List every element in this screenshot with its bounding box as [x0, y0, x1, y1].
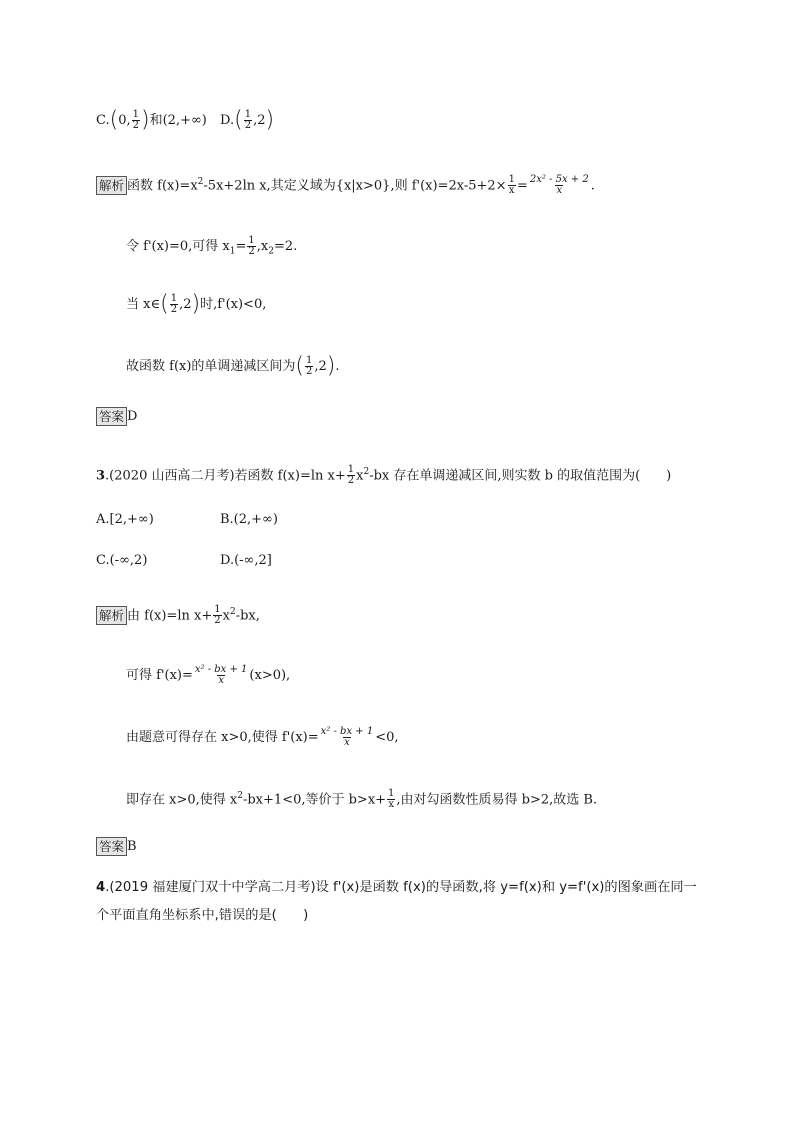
- sol-text: =2.: [273, 239, 298, 254]
- fraction-half: $\frac{1}{2}$: [170, 293, 178, 315]
- question-number: 3: [96, 468, 106, 484]
- derivative-fraction: $\frac{\text{2x² - 5x + 2}}{x}$: [529, 174, 589, 197]
- answer-value: D: [127, 409, 138, 424]
- answer-value: B: [127, 839, 137, 854]
- option-b-q3: B.(2,+∞): [220, 512, 278, 527]
- fraction-half: $\frac{1}{2}$: [347, 464, 355, 487]
- sol-text: ,x: [256, 239, 269, 254]
- sol-text: -bx,: [235, 608, 260, 624]
- question-number: 4: [96, 880, 106, 895]
- question-4-line2: [96, 906, 308, 926]
- solution-q3-line2: [126, 665, 290, 686]
- derivative-fraction: $\frac{\text{x² - bx + 1}}{x}$: [320, 726, 374, 748]
- fraction-half: $\frac{1}{2}$: [306, 355, 313, 377]
- option-a-q3: A.[2,+∞): [96, 512, 154, 527]
- derivative-fraction: $\frac{\text{x² - bx + 1}}{x}$: [194, 664, 248, 686]
- question-text: -bx 存在单调递减区间,则实数 b 的取值范围为( ): [369, 468, 672, 484]
- option-d-q3: D.(-∞,2]: [220, 553, 272, 568]
- solution-q3-line4: 即存在 x>0,使得 $x^2-bx+1<0$,等价于 b>x+ $\frac{1}{x}$ ,由对勾函数性质易得 b>2,故选 B.: [126, 788, 598, 811]
- fraction-one-over-x: $\frac{1}{x}$: [508, 174, 515, 197]
- sol-text: 即存在 x>0,使得 x: [126, 792, 238, 808]
- option-c-q3: C.(-∞,2): [96, 553, 148, 568]
- question-4-line1: [96, 878, 697, 898]
- sol-text: 函数 f(x)=x: [127, 178, 198, 194]
- interval-start: 0: [118, 113, 127, 128]
- fraction-half: $\frac{1}{2}$: [244, 109, 252, 131]
- solution-q3-line3: [126, 727, 398, 748]
- answer-q2: [96, 407, 137, 427]
- answer-tag: 答案: [96, 837, 127, 856]
- option-label: C.: [96, 113, 110, 128]
- option-c-q2: C.(0, $\frac{1}{2}$ )和(2,+∞): [96, 107, 207, 133]
- option-d-q2: D.( $\frac{1}{2}$ ,2): [220, 107, 275, 133]
- sol-text: -5x+2ln x,其定义域为{x|x>0},则 f'(x)=2x-5+2×: [203, 178, 507, 194]
- question-3: 3.(2020 山西高二月考)若函数 f(x)=ln x+ $\frac{1}{2}$ $x^2-bx$ 存在单调递减区间,则实数 b 的取值范围为( ): [96, 464, 672, 487]
- sol-text: 由题意可得存在 x>0,使得 f'(x)=: [126, 730, 319, 745]
- analysis-tag: 解析: [96, 176, 127, 195]
- sol-text: ,由对勾函数性质易得 b>2,故选 B.: [396, 792, 598, 808]
- sol-text: 故函数 f(x)的单调递减区间为: [126, 359, 296, 374]
- solution-q2-line1: 解析 函数 $f(x)=x^2-5x+2\ln$ x,其定义域为{x|x>0},则 f'(x)=2x-5+2× $\frac{1}{x}$ = $\frac{\text{2x² - 5x + 2}}{x}$ .: [96, 172, 595, 196]
- solution-q2-line2: 令 f'(x)=0,可得 $x_1=$ $\frac{1}{2}$ $,x_2=2$.: [126, 235, 298, 257]
- fraction-half: $\frac{1}{2}$: [248, 235, 255, 257]
- sol-text: 令 f'(x)=0,可得 x: [126, 239, 230, 254]
- solution-q2-line3: 当 x∈( $\frac{1}{2}$ ,2)时,f'(x)<0,: [126, 291, 267, 317]
- sol-text: x: [222, 608, 230, 624]
- option-c-text: 和(2,+∞): [149, 113, 207, 128]
- sol-text: 由 f(x)=ln x+: [127, 608, 213, 624]
- option-label: D.: [220, 113, 235, 128]
- sol-text: 可得 f'(x)=: [126, 668, 193, 683]
- solution-q3-line1: 解析 由 f(x)=ln x+ $\frac{1}{2}$ $x^2-bx$,: [96, 602, 260, 626]
- analysis-tag: 解析: [96, 606, 127, 625]
- equals: =: [516, 178, 528, 194]
- question-text: 个平面直角坐标系中,错误的是( ): [96, 908, 309, 923]
- answer-q3: [96, 837, 137, 857]
- sol-text: .: [335, 359, 340, 374]
- solution-q2-line4: 故函数 f(x)的单调递减区间为( $\frac{1}{2}$ ,2).: [126, 353, 340, 379]
- sol-text: (x>0),: [249, 668, 291, 683]
- question-text: .(2020 山西高二月考)若函数 f(x)=ln x+: [105, 468, 346, 484]
- question-text: x: [356, 468, 364, 484]
- question-text: .(2019 福建厦门双十中学高二月考)设 f'(x)是函数 f(x)的导函数,将 y=f(x)和 y=f'(x)的图象画在同一: [105, 880, 697, 895]
- answer-tag: 答案: [96, 407, 127, 426]
- fraction-half: $\frac{1}{2}$: [132, 109, 140, 131]
- sol-text: <0,: [375, 730, 399, 745]
- fraction-half: $\frac{1}{2}$: [214, 604, 221, 627]
- fraction-one-over-x: $\frac{1}{x}$: [388, 788, 395, 811]
- sol-text: 时,f'(x)<0,: [200, 297, 267, 312]
- interval-end: 2: [257, 113, 266, 128]
- sol-text: -bx+1<0,等价于 b>x+: [242, 792, 387, 808]
- sol-text: 当 x∈: [126, 297, 161, 312]
